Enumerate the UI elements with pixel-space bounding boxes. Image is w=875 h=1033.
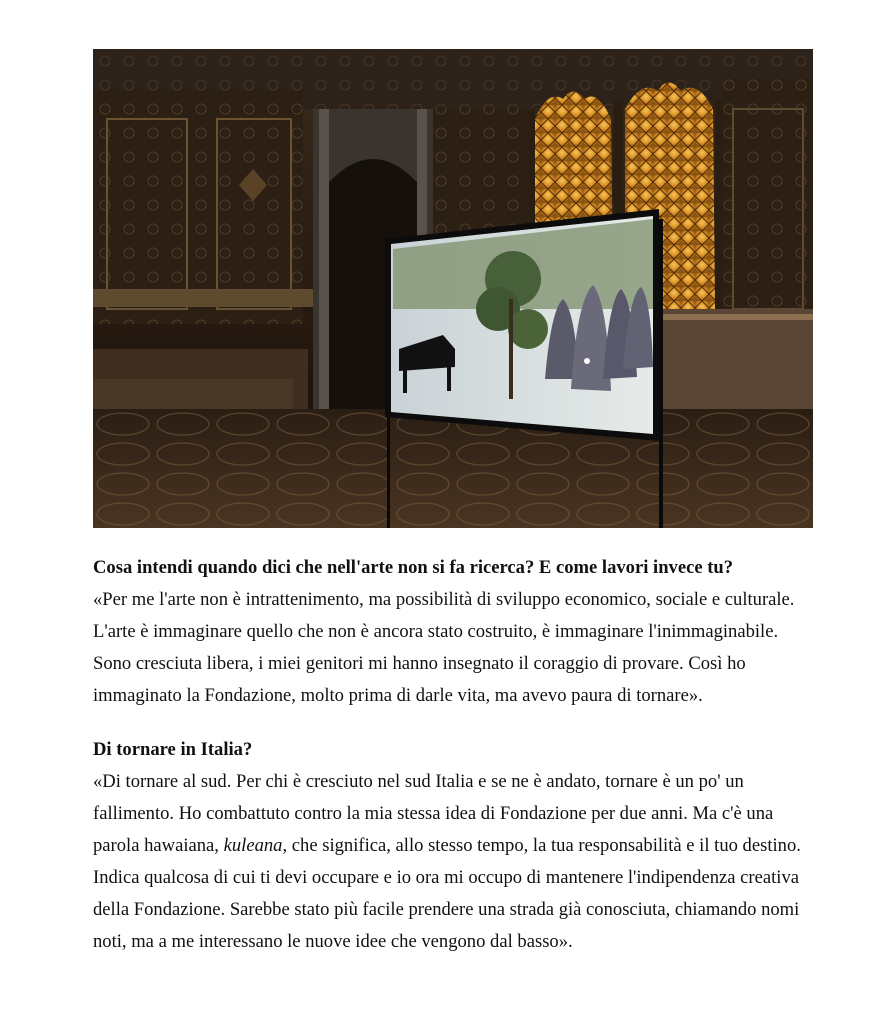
exhibition-photo-illustration	[93, 49, 813, 528]
interview-question: Di tornare in Italia?	[93, 739, 253, 760]
interview-question: Cosa intendi quando dici che nell'arte non si fa ricerca? E come lavori invece tu?	[93, 557, 734, 578]
interview-block	[93, 734, 813, 958]
projection-screen	[385, 209, 659, 441]
exhibition-photo	[93, 49, 813, 528]
answer-text: , che significa, allo stesso tempo, la tua responsabilità e il tuo destino. Indica qualcosa di cui ti devi occupare e io ora mi occupo di mantenere l'indipendenza creativa della Fondazione. Sarebbe stato più facile prendere una strada già conosciuta, chiamando nomi noti, ma a me interessano le nuove idee che vengono dal basso».	[93, 835, 801, 952]
interview-block	[93, 552, 813, 712]
article-body	[93, 49, 813, 958]
answer-text: «Di tornare al sud. Per chi è cresciuto nel sud Italia e se ne è andato, tornare è un po' un fallimento. Ho combattuto contro la mia stessa idea di Fondazione per due anni. Ma c'è una parola hawaiana,	[93, 771, 774, 856]
answer-italic-word: kuleana	[223, 835, 283, 856]
interview-answer: «Per me l'arte non è intrattenimento, ma possibilità di sviluppo economico, sociale e culturale. L'arte è immaginare quello che non è ancora stato costruito, è immaginare l'inimmaginabile. Sono cresciuta libera, i miei genitori mi hanno insegnato il coraggio di provare. Così ho immaginato la Fondazione, molto prima di darle vita, ma avevo paura di tornare».	[93, 589, 795, 706]
interview-answer	[93, 766, 813, 958]
